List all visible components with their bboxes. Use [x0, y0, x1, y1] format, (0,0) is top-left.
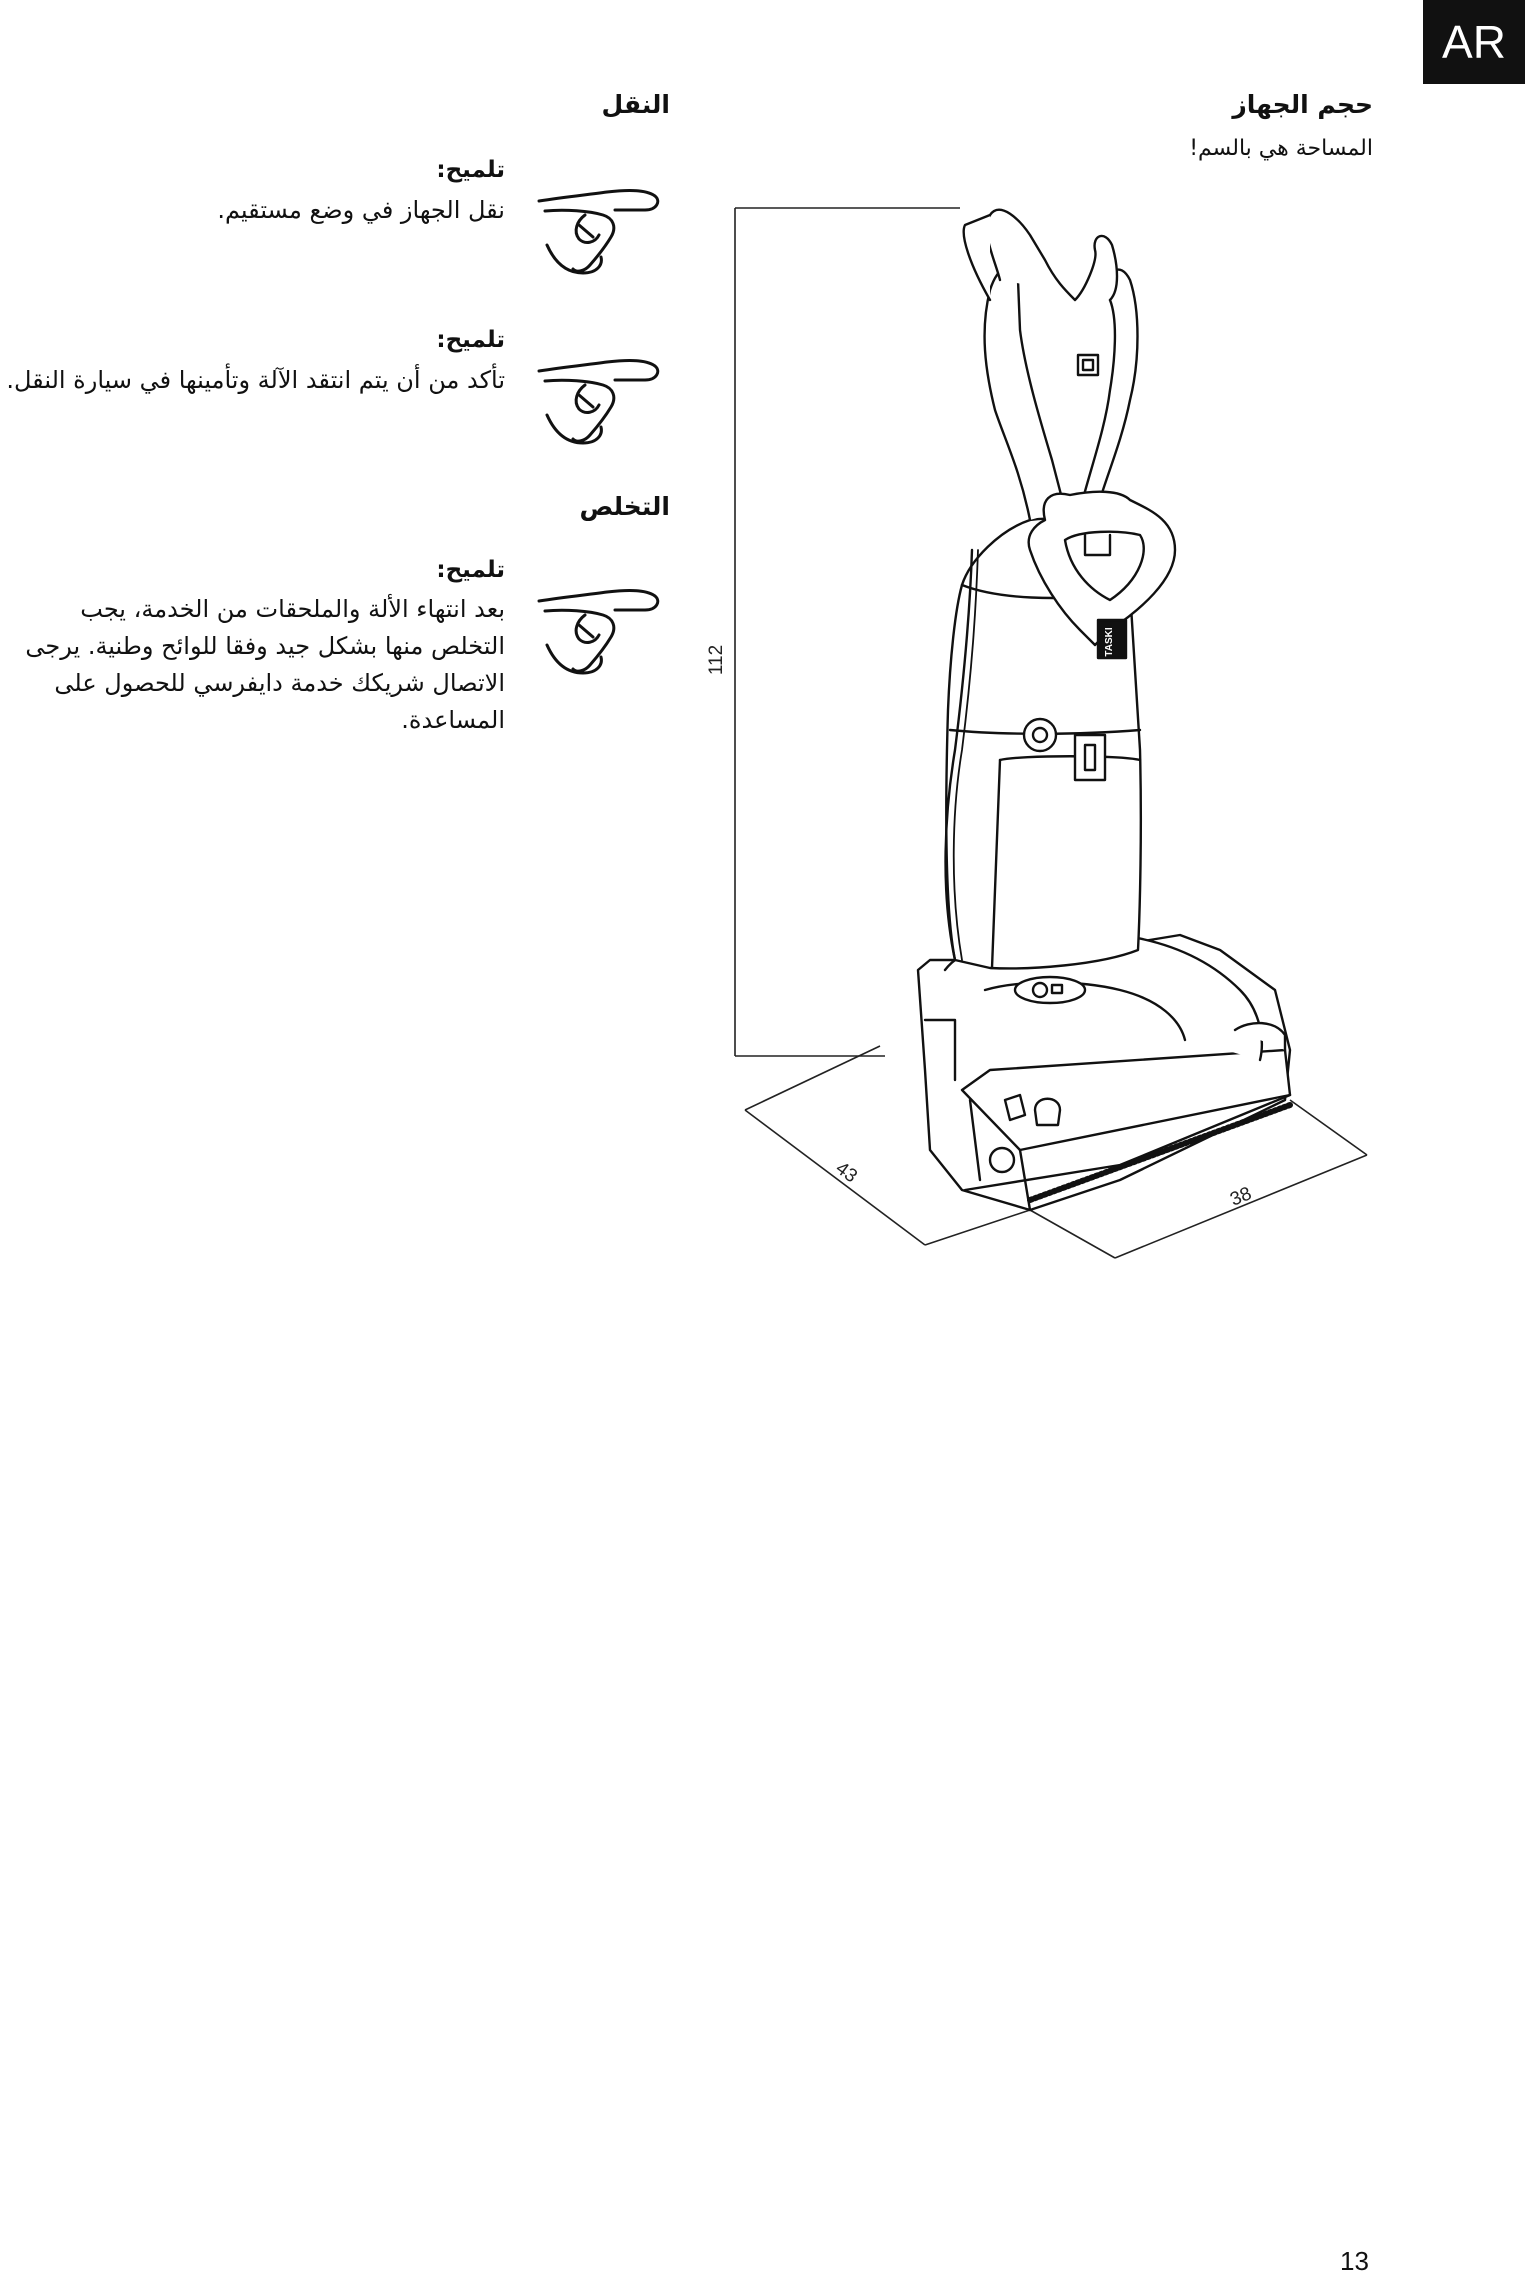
height-dimension-label: 112 — [706, 644, 727, 676]
pointing-hand-icon — [535, 185, 665, 280]
size-section-text: المساحة هي بالسم! — [1189, 136, 1373, 161]
language-tab: AR — [1423, 0, 1525, 84]
page-number: 13 — [1340, 2246, 1369, 2276]
pointing-hand-icon — [535, 355, 665, 450]
size-section-title: حجم الجهاز — [1232, 90, 1373, 119]
tip-text: نقل الجهاز في وضع مستقيم. — [217, 196, 505, 224]
tip-text-line: الاتصال شريكك خدمة دايفرسي للحصول على — [54, 669, 505, 697]
tip-text-line: التخلص منها بشكل جيد وفقا للوائح وطنية. يرجى — [25, 632, 505, 660]
brand-label: TASKI — [1104, 627, 1115, 657]
tip-text-line: المساعدة. — [401, 706, 505, 734]
depth-dimension-label: 43 — [831, 1157, 861, 1188]
disposal-section-title: التخلص — [579, 492, 670, 521]
tip-text: تأكد من أن يتم انتقد الآلة وتأمينها في سيارة النقل. — [6, 366, 505, 394]
tip-text-line: بعد انتهاء الألة والملحقات من الخدمة، يجب — [80, 595, 505, 623]
width-dimension-label: 38 — [1227, 1183, 1255, 1211]
tip-label: تلميح: — [436, 557, 505, 583]
transport-section-title: النقل — [601, 90, 670, 119]
pointing-hand-icon — [535, 585, 665, 680]
tip-label: تلميح: — [436, 327, 505, 353]
machine-dimension-drawing — [700, 190, 1380, 1270]
tip-label: تلميح: — [436, 157, 505, 183]
